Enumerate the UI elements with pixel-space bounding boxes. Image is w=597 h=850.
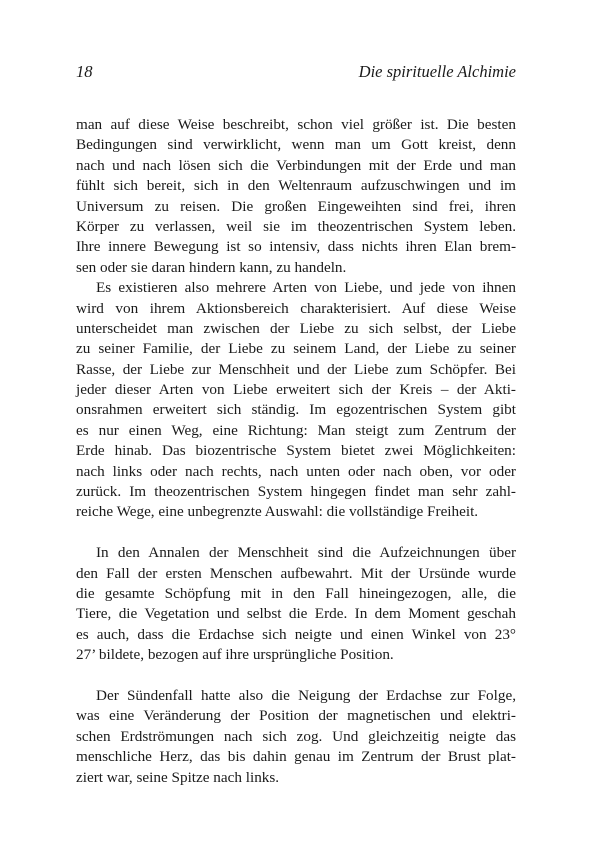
running-header — [76, 62, 516, 88]
text-line: Rasse, der Liebe zur Menschheit und der Liebe zum Schöpfer. Bei — [76, 360, 516, 378]
paragraph — [76, 543, 516, 665]
text-line: Der Sündenfall hatte also die Neigung der Erdachse zur Folge, — [96, 686, 516, 704]
text-line: Tiere, die Vegetation und selbst die Erde. In dem Moment geschah — [76, 605, 516, 623]
text-line: reiche Wege, eine unbegrenzte Auswahl: die vollständige Freiheit. — [76, 503, 479, 521]
text-line: den Fall der ersten Menschen aufbewahrt. Mit der Ursünde wurde — [76, 564, 516, 582]
body-text — [76, 115, 516, 788]
text-line: zurück. Im theozentrischen System hingegen findet man sehr zahl- — [76, 483, 516, 501]
text-line: schen Erdströmungen nach sich zog. Und gleichzeitig neigte das — [76, 727, 516, 745]
text-line: es auch, dass die Erdachse sich neigte und einen Winkel von 23° — [76, 625, 516, 643]
paragraph — [76, 278, 516, 523]
text-line: jeder dieser Arten von Liebe erweitert sich der Kreis – der Akti- — [76, 381, 516, 399]
text-line: Ihre innere Bewegung ist so intensiv, dass nichts ihren Elan brem- — [76, 238, 516, 256]
text-line: In den Annalen der Menschheit sind die Aufzeichnungen über — [96, 544, 516, 562]
text-line: die gesamte Schöpfung mit in den Fall hineingezogen, alle, die — [76, 584, 516, 602]
text-line: es nur einen Weg, eine Richtung: Man steigt zum Zentrum der — [76, 421, 516, 439]
text-line: nach links oder nach rechts, nach unten oder nach oben, vor oder — [76, 462, 516, 480]
book-page — [76, 62, 516, 788]
text-line: Es existieren also mehrere Arten von Liebe, und jede von ihnen — [96, 279, 516, 297]
text-line: unterscheidet man zwischen der Liebe zu sich selbst, der Liebe — [76, 319, 516, 337]
page-number: 18 — [76, 62, 93, 81]
text-line: menschliche Herz, das bis dahin genau im Zentrum der Brust plat- — [76, 748, 516, 766]
paragraph — [76, 115, 516, 278]
text-line: nach und nach lösen sich die Verbindungen mit der Erde und man — [76, 156, 516, 174]
text-line: onsrahmen erweitert sich ständig. Im egozentrischen System gibt — [76, 401, 516, 419]
paragraph — [76, 686, 516, 788]
text-line: Erde hinab. Das biozentrische System bietet zwei Möglichkeiten: — [76, 442, 516, 460]
text-line: was eine Veränderung der Position der magnetischen und elektri- — [76, 707, 516, 725]
text-line: zu seiner Familie, der Liebe zu seinem Land, der Liebe zu seiner — [76, 340, 516, 358]
text-line: sen oder sie daran hindern kann, zu handeln. — [76, 258, 347, 276]
text-line: man auf diese Weise beschreibt, schon viel größer ist. Die besten — [76, 116, 516, 133]
text-line: Körper zu verlassen, weil sie im theozentrischen System leben. — [76, 217, 516, 235]
text-line: fühlt sich bereit, sich in den Weltenraum aufzuschwingen und im — [76, 177, 516, 195]
text-line: wird von ihrem Aktionsbereich charakterisiert. Auf diese Weise — [76, 299, 516, 317]
text-line: ziert war, seine Spitze nach links. — [76, 768, 280, 786]
paragraph-gap — [76, 666, 516, 686]
text-line: Universum zu reisen. Die großen Eingeweihten sind frei, ihren — [76, 197, 516, 215]
running-title: Die spirituelle Alchimie — [358, 62, 516, 81]
text-line: 27’ bildete, bezogen auf ihre ursprüngliche Position. — [76, 646, 394, 664]
text-line: Bedingungen sind verwirklicht, wenn man um Gott kreist, denn — [76, 136, 516, 154]
paragraph-gap — [76, 523, 516, 543]
